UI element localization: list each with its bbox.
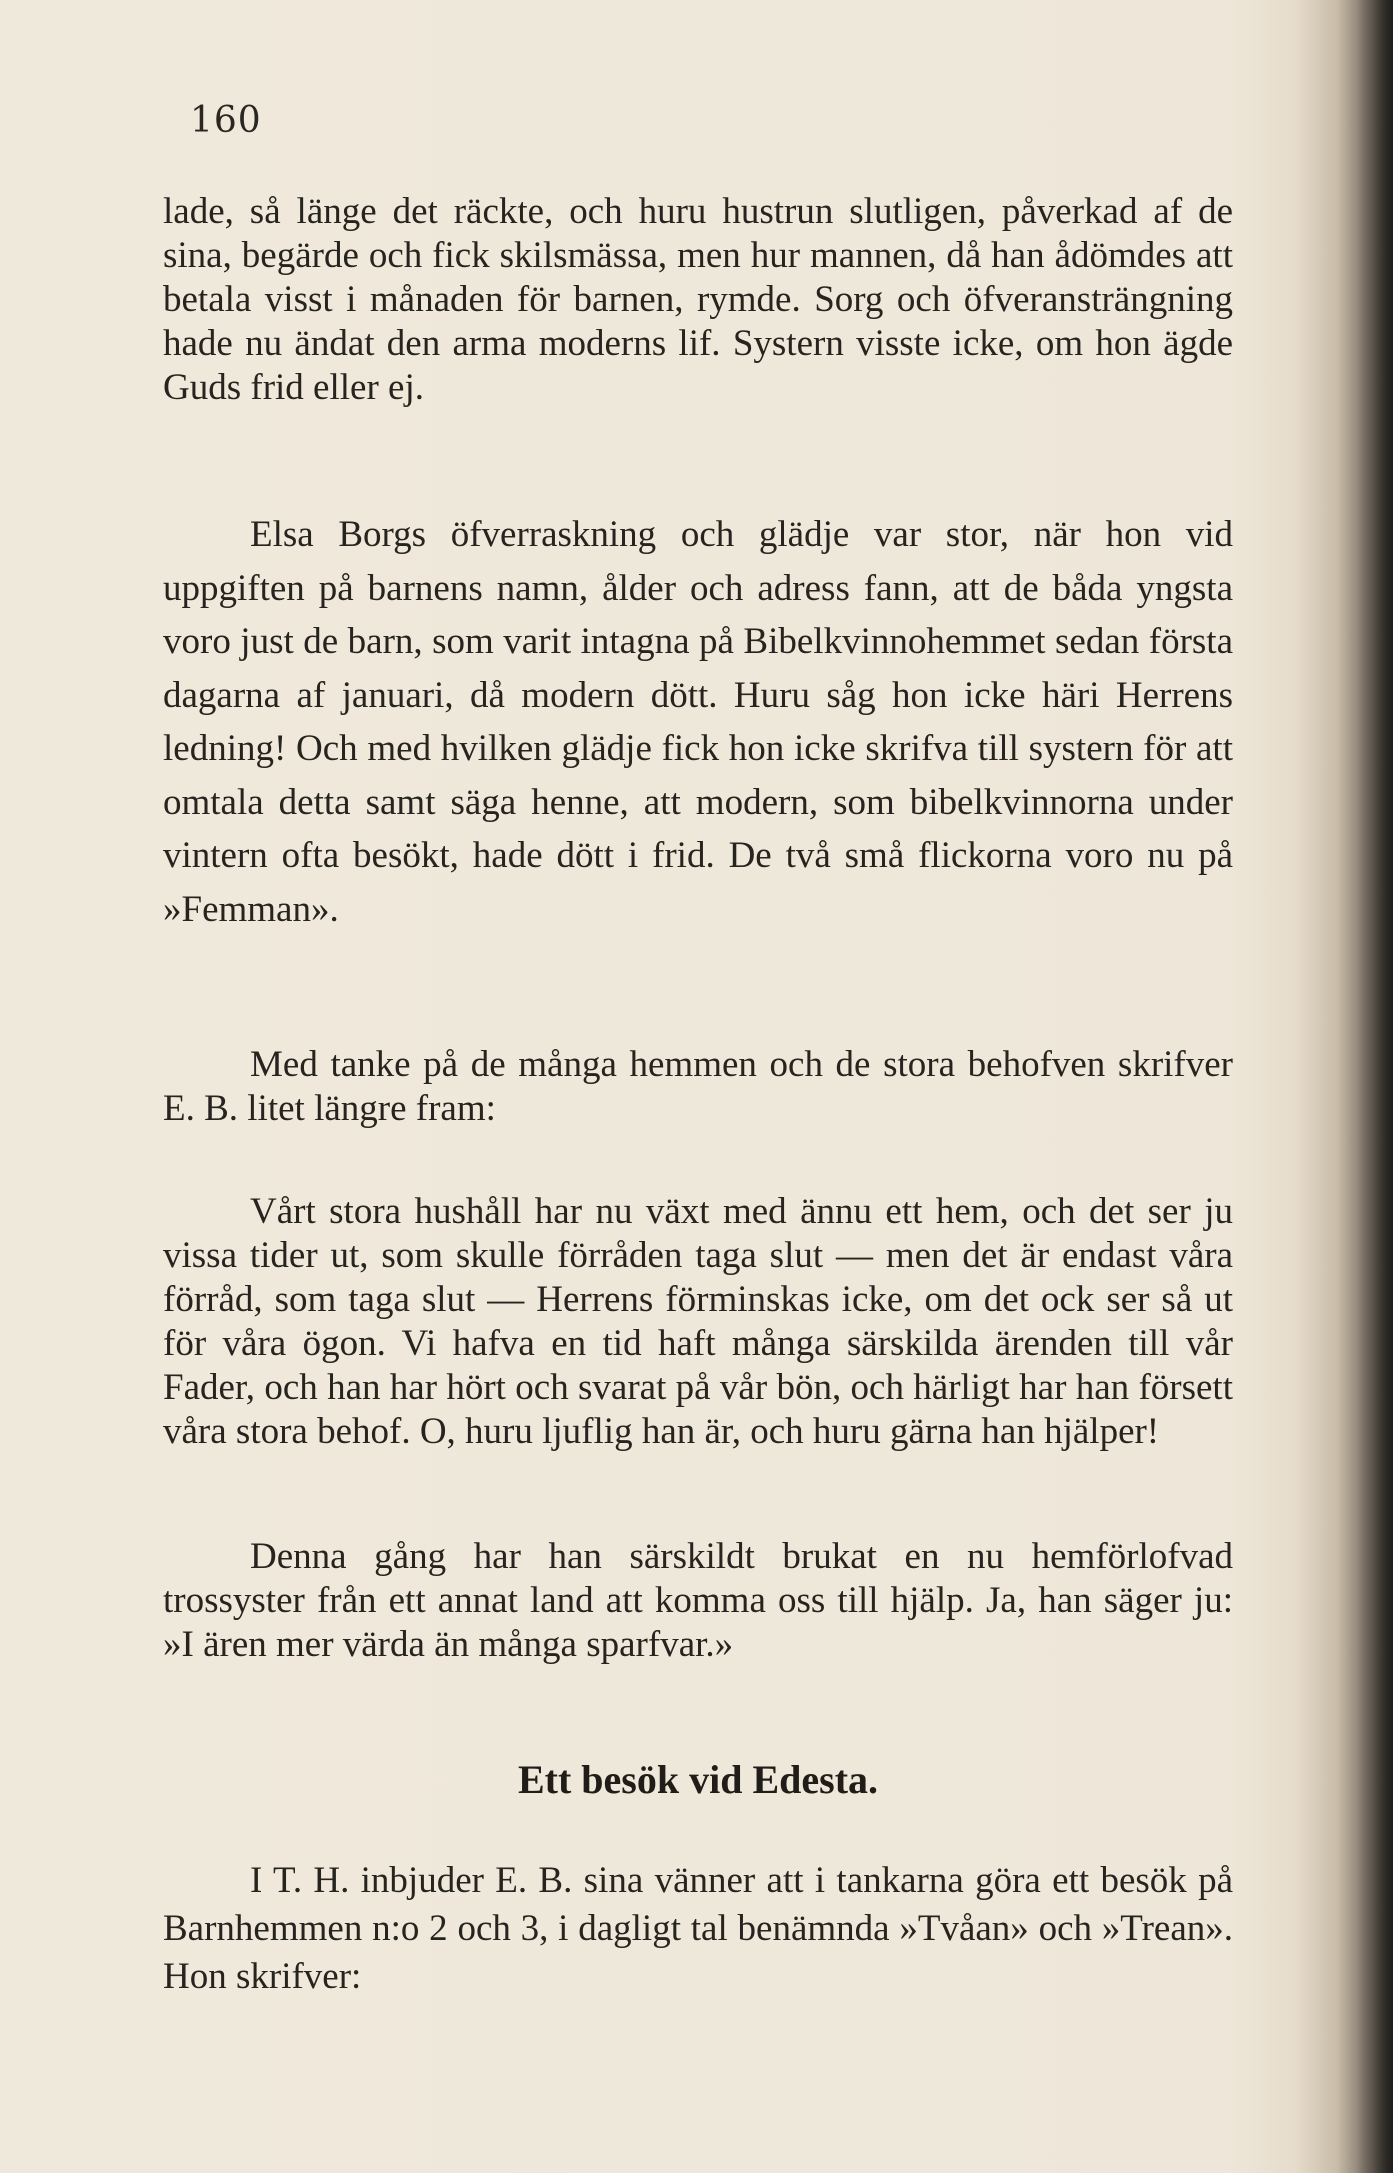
paragraph-5: Denna gång har han särskildt brukat en nu hemförlofvad trossyster från ett annat land att komma oss till hjälp. Ja, han säger ju: »I ären mer värda än många sparfvar.»: [163, 1536, 1233, 1665]
page-binding-shadow: [1357, 0, 1393, 2173]
paragraph-6: I T. H. inbjuder E. B. sina vänner att i tankarna göra ett besök på Barnhemmen n:o 2 och 3, i dagligt tal benämnda »Tvåan» och »Trean». Hon skrifver:: [163, 1860, 1233, 1997]
paragraph-2: Elsa Borgs öfverraskning och glädje var stor, när hon vid uppgiften på barnens namn, ålder och adress fann, att de båda yngsta voro just de barn, som varit intagna på Bibelkvinnohemmet sedan första dagarna af januari, då modern dött. Huru såg hon icke häri Herrens ledning! Och med hvilken glädje fick hon icke skrifva till systern för att omtala detta samt säga henne, att modern, som bibelkvinnorna under vintern ofta besökt, hade dött i frid. De två små flickorna voro nu på »Femman».: [163, 514, 1233, 930]
page-number: 160: [190, 100, 262, 141]
paragraph-3: Med tanke på de många hemmen och de stora behofven skrifver E. B. litet längre fram:: [163, 1044, 1233, 1129]
paragraph-1: lade, så länge det räckte, och huru hustrun slutligen, påverkad af de sina, begärde och fick skilsmässa, men hur mannen, då han ådömdes att betala visst i månaden för barnen, rymde. Sorg och öfveransträngning hade nu ändat den arma moderns lif. Systern visste icke, om hon ägde Guds frid eller ej.: [163, 191, 1233, 408]
section-heading: Ett besök vid Edesta.: [517, 1757, 879, 1802]
paragraph-4: Vårt stora hushåll har nu växt med ännu ett hem, och det ser ju vissa tider ut, som skulle förråden taga slut — men det är endast våra förråd, som taga slut — Herrens förminskas icke, om det ock ser så ut för våra ögon. Vi hafva en tid haft många särskilda ärenden till vår Fader, och han har hört och svarat på vår bön, och härligt har han försett våra stora behof. O, huru ljuflig han är, och huru gärna han hjälper!: [163, 1191, 1233, 1452]
